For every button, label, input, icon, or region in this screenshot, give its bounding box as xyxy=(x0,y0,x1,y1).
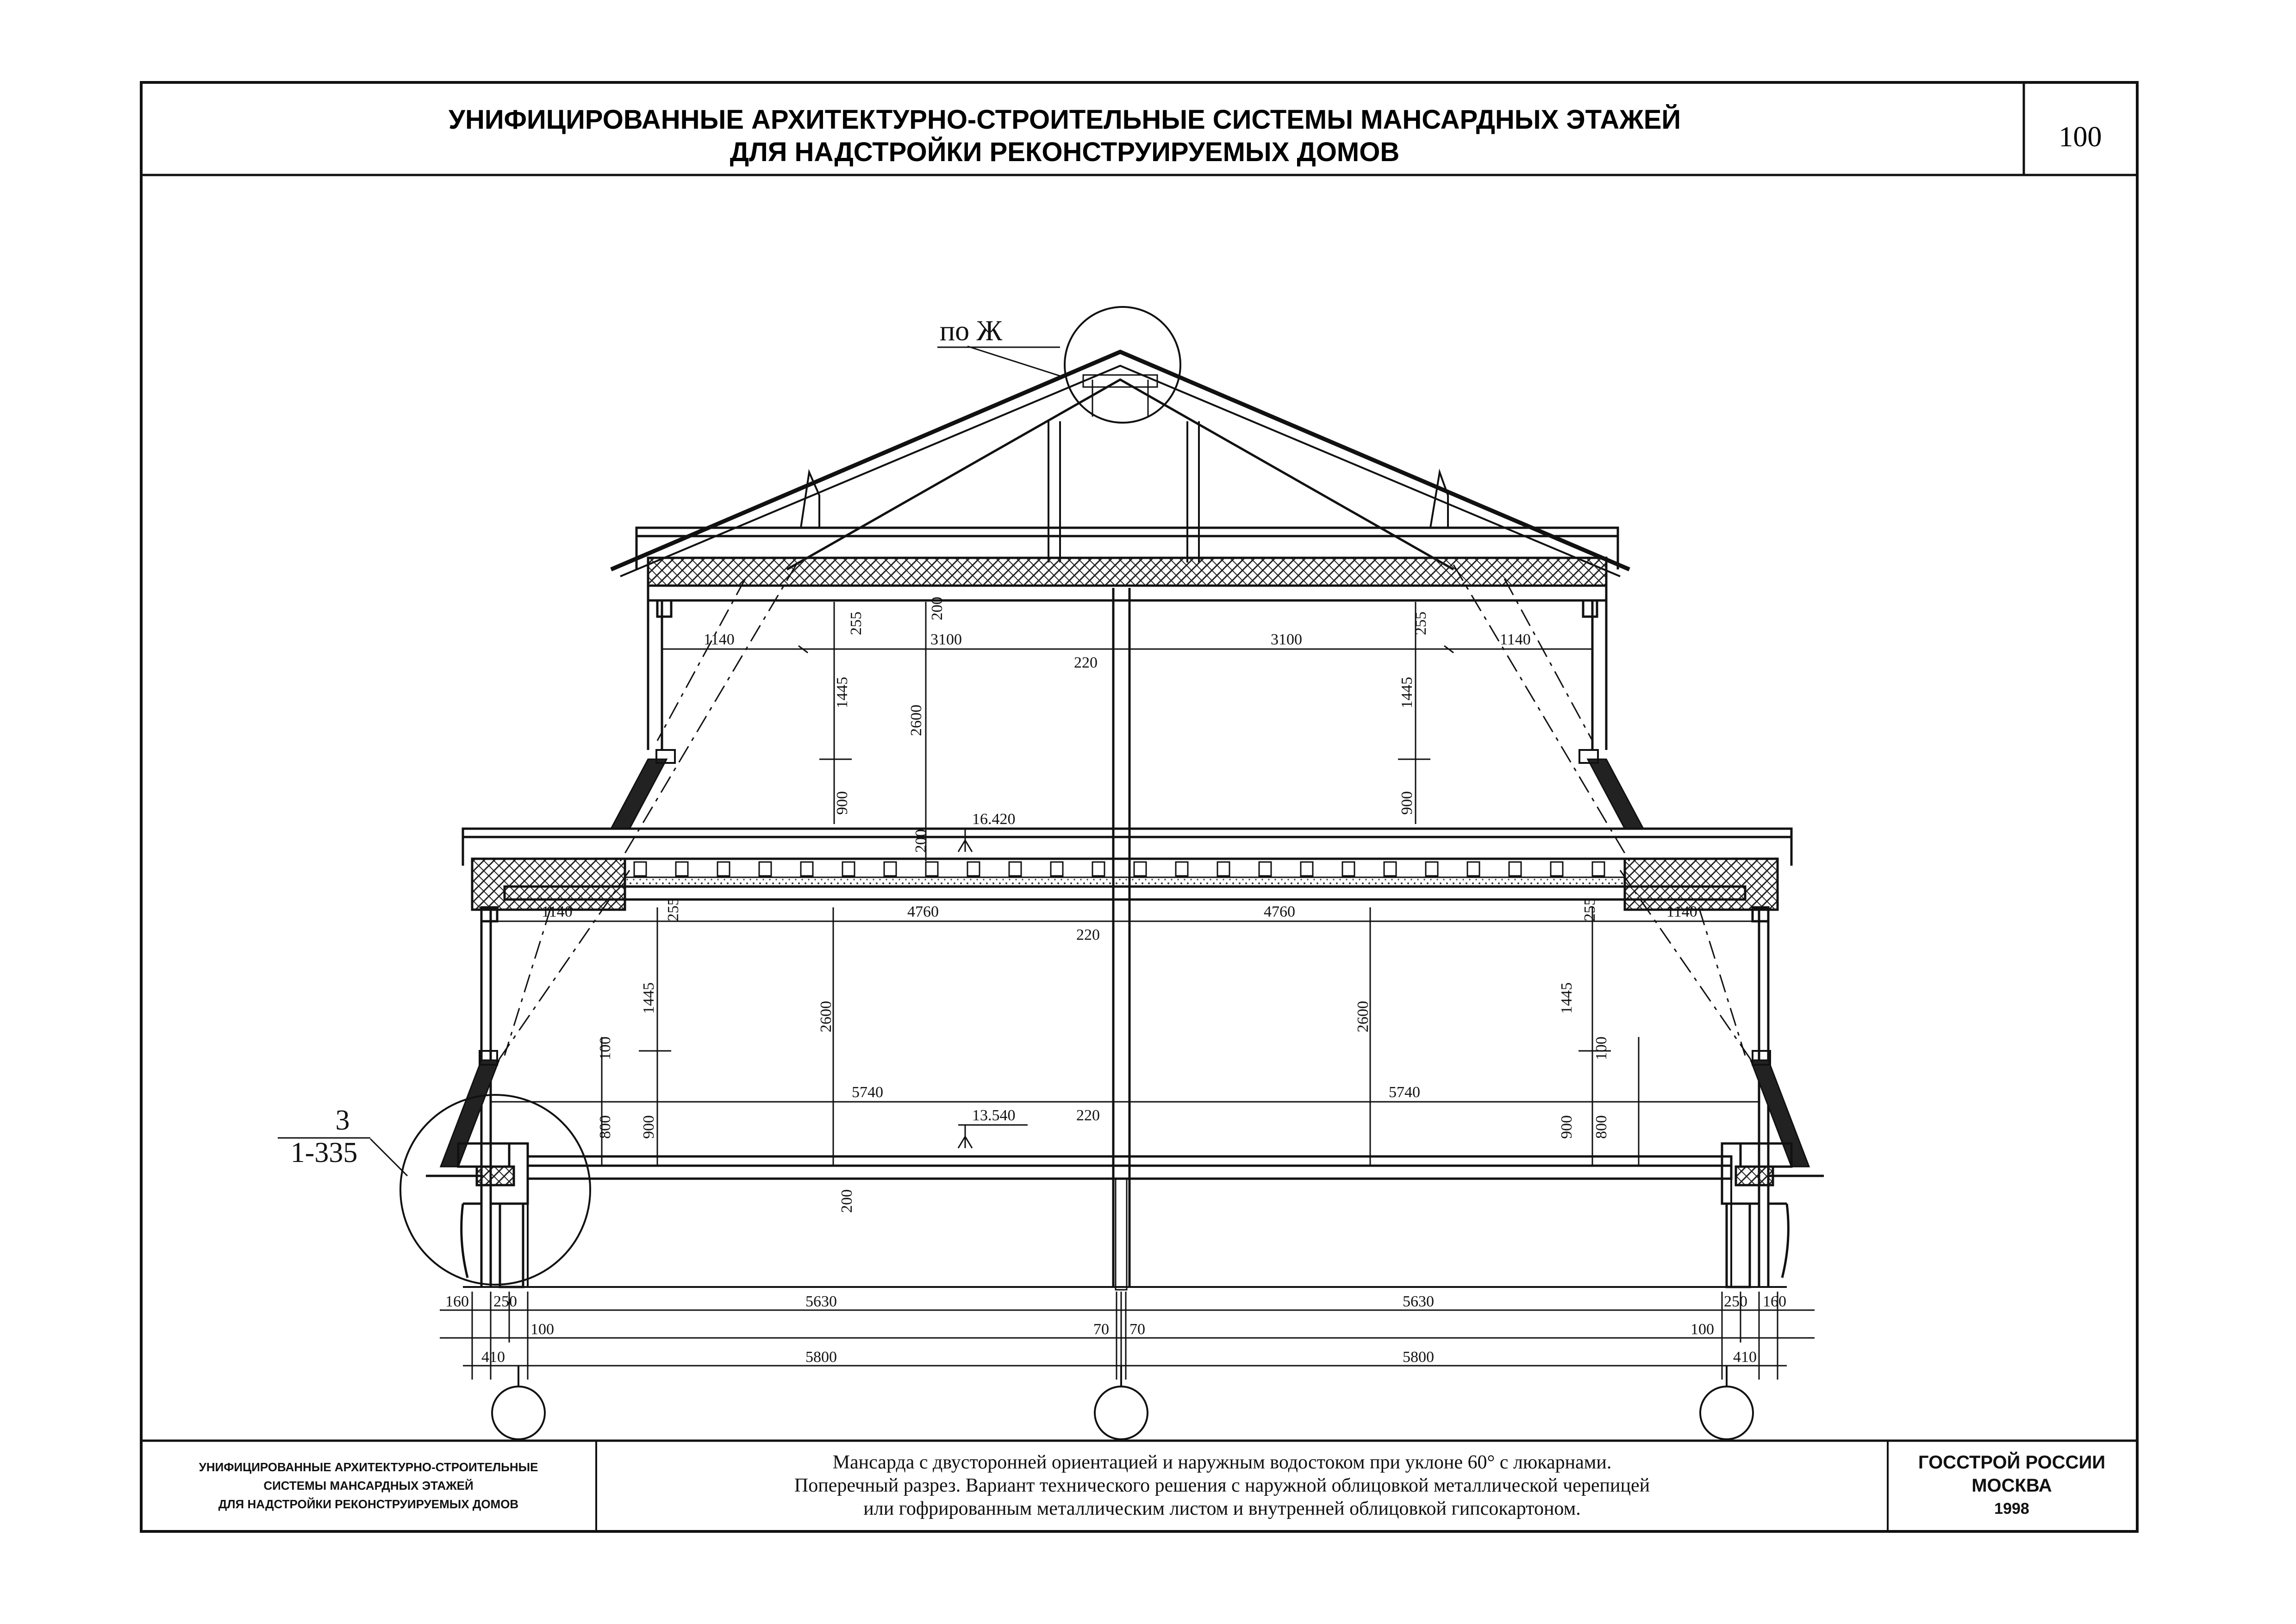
dim-label: 900 xyxy=(834,791,851,815)
ridge-reference-label: по Ж xyxy=(940,315,1003,347)
dim-label: 5740 xyxy=(1389,1084,1420,1101)
attic-posts xyxy=(1048,421,1199,562)
slab-rib xyxy=(1176,862,1188,876)
level-lower-label: 13.540 xyxy=(972,1107,1016,1124)
dim-label: 5800 xyxy=(805,1349,837,1366)
dim-label: 410 xyxy=(1733,1349,1757,1366)
footer-left-line3: ДЛЯ НАДСТРОЙКИ РЕКОНСТРУИРУЕМЫХ ДОМОВ xyxy=(218,1497,519,1511)
slab-rib xyxy=(1342,862,1354,876)
slab-rib xyxy=(801,862,813,876)
dim-label: 900 xyxy=(640,1115,657,1139)
footer-description-line1: Мансарда с двусторонней ориентацией и наружным водостоком при уклоне 60° с люкарнами. xyxy=(832,1452,1612,1473)
slab-rib xyxy=(967,862,980,876)
footer-description-line2: Поперечный разрез. Вариант технического решения с наружной облицовкой металлической черепицей xyxy=(794,1475,1650,1496)
dim-label: 220 xyxy=(1076,926,1100,943)
detail-sheet-label: 1-335 xyxy=(290,1137,358,1168)
level-upper-label: 16.420 xyxy=(972,811,1016,828)
level-marker-upper xyxy=(958,829,1028,852)
sheet-frame xyxy=(141,82,2137,1531)
mid-eaves xyxy=(463,829,1791,866)
dim-label: 5800 xyxy=(1403,1349,1434,1366)
slab-rib xyxy=(759,862,771,876)
upper-mansard-slopes xyxy=(611,750,1643,829)
eaves-detail-circle xyxy=(400,1095,590,1285)
dim-label: 255 xyxy=(665,898,682,921)
drawing-labels xyxy=(291,315,1786,1366)
dim-label: 100 xyxy=(1593,1037,1610,1060)
mid-slab-insulation-right xyxy=(1625,859,1778,910)
dim-label: 1445 xyxy=(640,982,657,1014)
slab-rib xyxy=(842,862,855,876)
mid-slab-insulation-left xyxy=(472,859,625,910)
sheet-number: 100 xyxy=(2059,121,2102,153)
grid-axis-center xyxy=(1095,1387,1148,1439)
dim-label: 160 xyxy=(445,1293,469,1310)
dim-label: 220 xyxy=(1074,654,1098,671)
slab-rib xyxy=(1009,862,1021,876)
slab-rib xyxy=(1384,862,1396,876)
dim-label: 900 xyxy=(1558,1115,1575,1139)
footer-organization: ГОССТРОЙ РОССИИ xyxy=(1918,1452,2106,1473)
dim-label: 5630 xyxy=(805,1293,837,1310)
dim-label: 255 xyxy=(848,612,865,635)
slab-rib xyxy=(1509,862,1521,876)
ridge-detail-circle xyxy=(1065,307,1180,423)
upper-walls xyxy=(648,600,1606,750)
basement-walls xyxy=(463,1179,1787,1287)
grid-axes xyxy=(492,1366,1753,1439)
slab-rib xyxy=(634,862,646,876)
dim-label: 3100 xyxy=(1271,631,1302,648)
dim-label: 3100 xyxy=(930,631,962,648)
central-column xyxy=(1113,588,1129,1290)
dim-label: 1140 xyxy=(1500,631,1531,648)
dim-label: 255 xyxy=(1581,898,1598,921)
dim-label: 2600 xyxy=(817,1001,835,1032)
slab-rib xyxy=(718,862,730,876)
slab-rib xyxy=(1592,862,1604,876)
footer-left-line2: СИСТЕМЫ МАНСАРДНЫХ ЭТАЖЕЙ xyxy=(263,1479,474,1493)
dim-label: 1445 xyxy=(834,677,851,708)
grid-axis-left xyxy=(492,1387,545,1439)
footer-description-line3: или гофрированным металлическим листом и внутренней облицовкой гипсокартоном. xyxy=(863,1498,1581,1519)
slab-rib xyxy=(884,862,896,876)
slab-rib xyxy=(1301,862,1313,876)
dim-label: 410 xyxy=(481,1349,505,1366)
dim-label: 800 xyxy=(1593,1115,1610,1139)
header-title-line2: ДЛЯ НАДСТРОЙКИ РЕКОНСТРУИРУЕМЫХ ДОМОВ xyxy=(730,137,1400,167)
footer-city: МОСКВА xyxy=(1972,1475,2052,1496)
dim-label: 200 xyxy=(838,1189,855,1213)
header-title-line1: УНИФИЦИРОВАННЫЕ АРХИТЕКТУРНО-СТРОИТЕЛЬНЫЕ СИСТЕМЫ МАНСАРДНЫХ ЭТАЖЕЙ xyxy=(448,105,1681,135)
dim-label: 70 xyxy=(1093,1321,1109,1338)
title-block xyxy=(199,1451,2106,1519)
footer-left-line1: УНИФИЦИРОВАННЫЕ АРХИТЕКТУРНО-СТРОИТЕЛЬНЫЕ xyxy=(199,1460,538,1474)
dim-label: 1140 xyxy=(542,903,573,920)
level-marker-lower xyxy=(958,1125,1028,1148)
dim-label: 5630 xyxy=(1403,1293,1434,1310)
dim-label: 5740 xyxy=(852,1084,883,1101)
slab-rib xyxy=(926,862,938,876)
upper-dimension-lines xyxy=(662,602,1592,861)
dim-label: 70 xyxy=(1129,1321,1145,1338)
slab-rib xyxy=(1217,862,1229,876)
mid-slab-ribs xyxy=(634,862,1604,876)
slab-rib xyxy=(1551,862,1563,876)
detail-number-label: 3 xyxy=(335,1105,350,1136)
dim-label: 1445 xyxy=(1558,982,1575,1014)
dim-label: 800 xyxy=(597,1115,614,1139)
dim-label: 200 xyxy=(929,597,946,620)
upper-slab xyxy=(648,586,1606,600)
grid-axis-right xyxy=(1700,1387,1753,1439)
dim-label: 250 xyxy=(1724,1293,1747,1310)
dim-label: 1445 xyxy=(1398,677,1416,708)
gable-roof xyxy=(611,352,1629,576)
dim-label: 2600 xyxy=(908,705,925,736)
dim-label: 1140 xyxy=(704,631,735,648)
dim-label: 220 xyxy=(1076,1107,1100,1124)
slab-rib xyxy=(1092,862,1104,876)
slab-rib xyxy=(1134,862,1146,876)
dim-label: 100 xyxy=(530,1321,554,1338)
dim-label: 100 xyxy=(597,1037,614,1060)
dim-label: 900 xyxy=(1398,791,1416,815)
dim-label: 2600 xyxy=(1354,1001,1372,1032)
footer-year: 1998 xyxy=(1994,1500,2029,1518)
dim-label: 255 xyxy=(1412,612,1429,635)
dim-label: 100 xyxy=(1691,1321,1714,1338)
dim-label: 4760 xyxy=(907,903,939,920)
bottom-dimension-chains xyxy=(440,1292,1815,1380)
slab-rib xyxy=(1259,862,1271,876)
slab-rib xyxy=(1426,862,1438,876)
dim-label: 250 xyxy=(493,1293,517,1310)
lower-mansard-slopes xyxy=(441,1051,1809,1167)
lower-walls xyxy=(481,907,1768,1287)
dim-label: 1140 xyxy=(1666,903,1697,920)
dim-label: 200 xyxy=(912,829,930,853)
slab-rib xyxy=(1051,862,1063,876)
building-section xyxy=(278,307,1824,1439)
dim-label: 4760 xyxy=(1264,903,1295,920)
slab-rib xyxy=(676,862,688,876)
slab-rib xyxy=(1467,862,1479,876)
dim-label: 160 xyxy=(1763,1293,1786,1310)
